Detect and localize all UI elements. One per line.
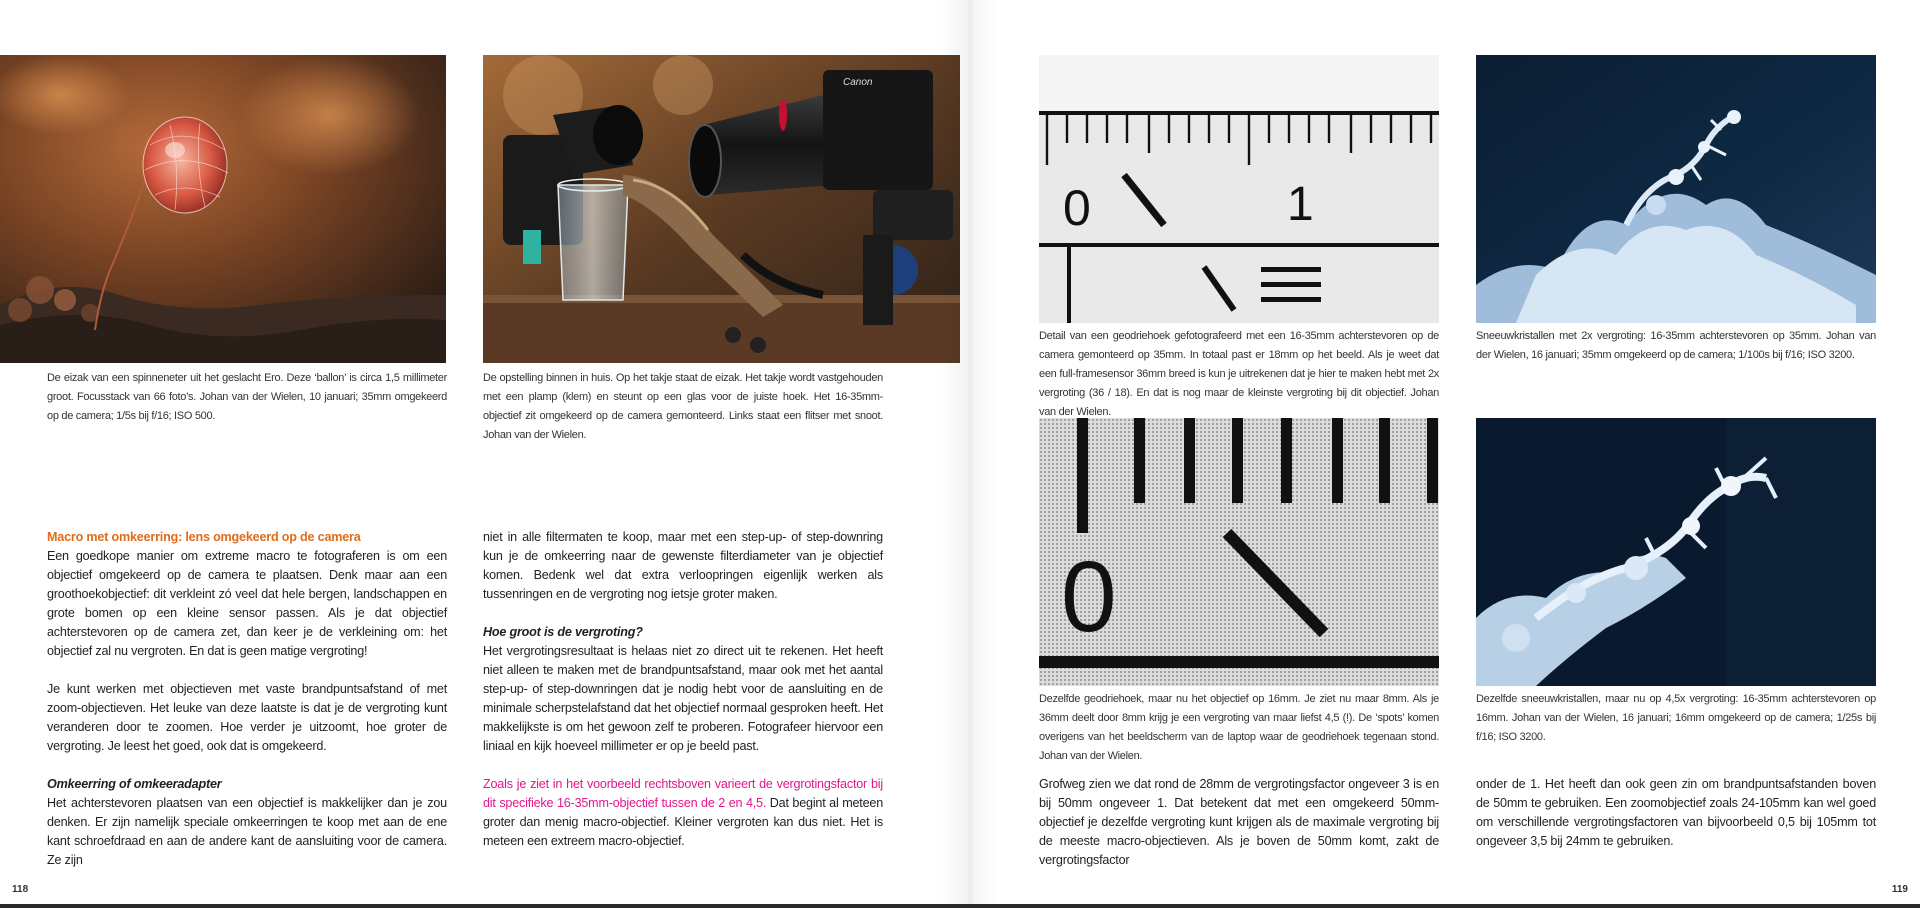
highlighted-text: Zoals je ziet in het voorbeeld rechtsboven varieert de vergrotingsfactor bij dit specifieke 16-35mm-objectief tussen de 2 en 4,5.: [483, 777, 883, 810]
ruler-bottom-caption: Dezelfde geodriehoek, maar nu het objectief op 16mm. Je ziet nu maar 8mm. Als je 36mm deelt door 8mm krijg je een vergroting van maar liefst 4,5 (!). De ‘spots’ komen overigens van het beeldscherm van de laptop waar de geodriehoek tegenaan stond. Johan van der Wielen.: [1039, 693, 1439, 762]
snow-bottom-caption: Dezelfde sneeuwkristallen, maar nu op 4,5x vergroting: 16-35mm achterstevoren op 16mm. Johan van der Wielen, 16 januari; 16mm omgekeerd op de camera; 1/25s bij f/16; ISO 3200.: [1476, 693, 1876, 743]
snow-crystal-photo-bottom: [1476, 418, 1876, 686]
paragraph: Grofweg zien we dat rond de 28mm de vergrotingsfactor ongeveer 3 is en bij 50mm ongeveer 1. Dat betekent dat met een omgekeerd 50mm-objectief je dezelfde vergroting kunt krijgen als de maximale vergroting bij de meeste macro-objectieven. Als je boven de 50mm komt, zakt de vergrotingsfactor: [1039, 777, 1439, 867]
snow-crystal-photo-top: [1476, 55, 1876, 323]
paragraph: Het achterstevoren plaatsen van een objectief is makkelijker dan je zou denken. Er zijn namelijk speciale omkeerringen te koop met aan de ene kant schroefdraad en aan de andere kant de aansluiting voor de camera. Ze zijn: [47, 796, 447, 867]
subheading: Omkeerring of omkeeradapter: [47, 777, 222, 791]
ruler-photo-bottom: [1039, 418, 1439, 686]
camera-setup-photo: [483, 55, 961, 363]
camera-setup-caption: De opstelling binnen in huis. Op het takje staat de eizak. Het takje wordt vastgehouden met een plamp (klem) en steunt op een glas voor de juiste hoek. Het 16-35mm-objectief zit omgekeerd op de camera gemonteerd. Links staat een flitser met snoot. Johan van der Wielen.: [483, 372, 883, 441]
text-column-4: [1476, 775, 1876, 851]
ruler-magnified-label-0: 0: [1061, 541, 1117, 653]
page-number: 119: [1891, 884, 1908, 895]
ruler-label-0: 0: [1063, 180, 1091, 236]
paragraph: niet in alle filtermaten te koop, maar met een step-up- of step-downring kun je de omkeerring naar de gewenste filterdiameter van je objectief komen. Bedenk wel dat extra verloopringen eigenlijk werken als tussenringen en de vergroting nog ietsje groter maken.: [483, 530, 883, 601]
ruler-photo-top: [1039, 55, 1439, 323]
paragraph: Het vergrotingsresultaat is helaas niet zo direct uit te rekenen. Het heeft niet alleen te maken met de brandpuntsafstand, maar ook met het aantal step-up- of step-downringen dat je nodig hebt voor de aansluiting en de minimale scherpstelafstand dat het objectief normaal gesproken heeft. Het makkelijkste is om het gewoon zelf te proberen. Fotografeer hiervoor een liniaal en kijk hoeveel millimeter er op je beeld past.: [483, 644, 883, 753]
bottom-edge: [0, 904, 1920, 908]
section-heading: Macro met omkeerring: lens omgekeerd op de camera: [47, 530, 361, 544]
paragraph: Je kunt werken met objectieven met vaste brandpuntsafstand of met zoom-objectieven. Het leuke van deze laatste is dat je de vergroting kunt veranderen door te zoomen. Hoe verder je uitzoomt, hoe groter de vergroting. Je leest het goed, ook dat is omgekeerd.: [47, 682, 447, 753]
text-column-2: [483, 528, 883, 851]
paragraph: [483, 775, 883, 851]
ruler-label-1: 1: [1287, 178, 1314, 231]
snow-top-caption: Sneeuwkristallen met 2x vergroting: 16-35mm achterstevoren op 35mm. Johan van der Wielen, 16 januari; 35mm omgekeerd op de camera; 1/100s bij f/16; ISO 3200.: [1476, 330, 1876, 361]
paragraph: onder de 1. Het heeft dan ook geen zin om brandpuntsafstanden boven de 50mm te gebruiken. Een zoomobjectief zoals 24-105mm kan wel goed om verschillende vergrotingsfactoren van bijvoorbeeld 0,5 bij 105mm tot ongeveer 3,5 bij 24mm te gebruiken.: [1476, 777, 1876, 848]
subheading: Hoe groot is de vergroting?: [483, 625, 643, 639]
page-number: 118: [12, 884, 29, 895]
camera-brand-text: Canon: [843, 77, 873, 88]
paragraph: Een goedkope manier om extreme macro te fotograferen is om een objectief omgekeerd op de camera te plaatsen. Denk maar aan een groothoekobjectief: dit verkleint zó veel dat hele bergen, landschappen en grote bomen op een kleine sensor passen. Als je dat objectief achterstevoren op de camera zet, dan keer je de verkleining om: het objectief zal nu vergroten. En dat is geen matige vergroting!: [47, 549, 447, 658]
text-column-3: [1039, 775, 1439, 870]
egg-sac-photo: [0, 55, 446, 363]
right-page: [960, 0, 1920, 908]
paragraph-continuation: Dat begint al meteen groter dan menig macro-objectief. Kleiner vergroten kan dus niet. Het is meteen een extreem macro-objectief.: [483, 796, 884, 848]
egg-sac-caption: De eizak van een spinneneter uit het geslacht Ero. Deze ‘ballon’ is circa 1,5 millimeter groot. Focusstack van 66 foto’s. Johan van der Wielen, 10 januari; 35mm omgekeerd op de camera; 1/5s bij f/16; ISO 500.: [47, 372, 447, 422]
text-column-1: [47, 528, 447, 870]
ruler-top-caption: Detail van een geodriehoek gefotografeerd met een 16-35mm achterstevoren op de camera gemonteerd op 35mm. In totaal past er 18mm op het beeld. Als je weet dat een full-framesensor 36mm breed is kun je uitrekenen dat je hier te maken hebt met 2x vergroting (36 / 18). En dat is nog maar de kleinste vergroting bij dit objectief. Johan van der Wielen.: [1039, 330, 1439, 418]
